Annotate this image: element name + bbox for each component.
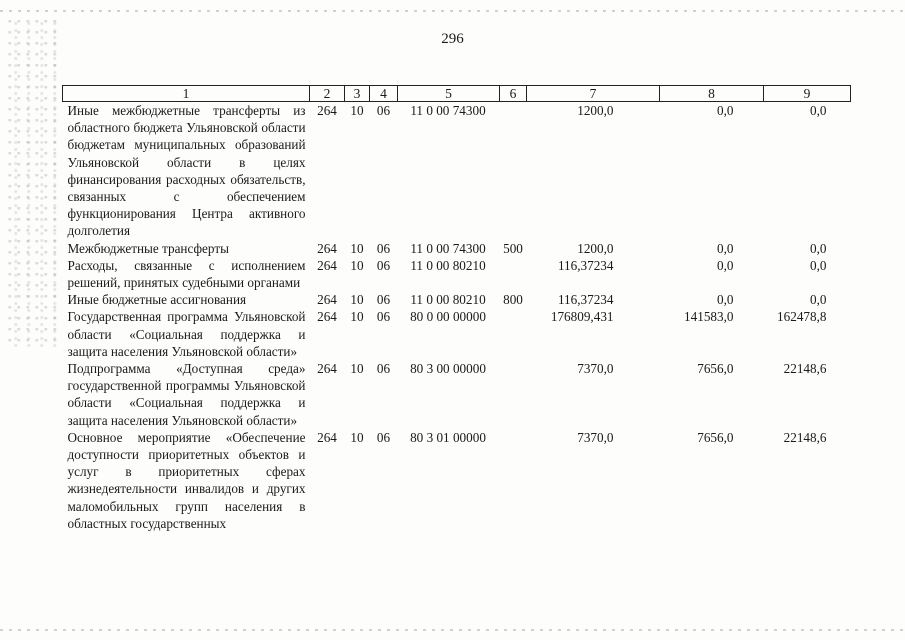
cell-target-code: 80 3 01 00000 [410,429,486,445]
page-number: 296 [441,31,464,47]
cell-ministry: 264 [317,429,337,445]
cell-section: 10 [350,292,364,308]
table-body [63,102,851,533]
cell-section: 10 [350,240,364,256]
cell-section: 10 [350,103,364,118]
column-header: 1 [63,86,310,102]
column-header: 9 [764,86,851,102]
cell-amount-9: 0,0 [810,257,827,273]
cell-amount-7: 1200,0 [577,240,614,256]
row-name: Иные бюджетные ассигнования [67,292,247,308]
cell-target-code: 11 0 00 74300 [410,240,486,256]
cell-expense-type [500,308,527,360]
row-name: Расходы, связанные с исполнением решений, принятых судебными органами [67,257,306,291]
cell-amount-9: 162478,8 [777,309,827,325]
column-header: 5 [398,86,500,102]
cell-section: 10 [350,429,364,445]
cell-section: 10 [350,309,364,325]
cell-ministry: 264 [317,292,337,308]
row-name: Иные межбюджетные трансферты из областного бюджета Ульяновской области бюджетам муниципальных образований Ульяновской области в целях финансирования расходных обязательств, связанных с обеспечением функционирования Центра активного долголетия [67,103,306,239]
cell-ministry: 264 [317,361,337,377]
cell-ministry: 264 [317,240,337,256]
cell-amount-8: 0,0 [717,240,734,256]
cell-expense-type [500,257,527,291]
scan-artifact-bottom [0,629,905,631]
cell-expense-type: 500 [503,240,523,256]
column-header: 6 [500,86,527,102]
cell-subsection: 06 [376,103,391,118]
cell-subsection: 06 [376,257,391,273]
column-header: 2 [310,86,345,102]
table-row [63,257,851,291]
cell-section: 10 [350,257,364,273]
column-header: 7 [527,86,660,102]
cell-subsection: 06 [376,240,391,256]
budget-table [62,85,851,532]
table-header [63,86,851,102]
cell-amount-8: 7656,0 [697,361,734,377]
cell-target-code: 80 0 00 00000 [410,309,486,325]
cell-amount-8: 0,0 [717,103,734,118]
cell-amount-7: 116,37234 [557,257,614,273]
cell-expense-type [500,360,527,429]
cell-subsection: 06 [376,309,391,325]
cell-amount-7: 116,37234 [557,292,614,308]
header-row [63,86,851,102]
cell-target-code: 11 0 00 74300 [410,103,486,118]
cell-amount-7: 7370,0 [577,361,614,377]
scan-artifact-top [0,10,905,12]
column-header: 3 [345,86,370,102]
table-row [63,291,851,308]
column-header: 4 [370,86,398,102]
cell-subsection: 06 [376,429,391,445]
cell-amount-8: 7656,0 [697,429,734,445]
row-name: Основное мероприятие «Обеспечение доступности приоритетных объектов и услуг в приоритетных сферах жизнедеятельности инвалидов и других маломобильных групп населения в областных государственных [67,429,306,531]
cell-amount-7: 176809,431 [550,309,614,325]
row-name: Подпрограмма «Доступная среда» государственной программы Ульяновской области «Социальная поддержка и защита населения Ульяновской области» [67,361,306,428]
row-name: Межбюджетные трансферты [67,240,229,256]
cell-amount-9: 0,0 [810,240,827,256]
cell-ministry: 264 [317,309,337,325]
cell-amount-8: 141583,0 [684,309,734,325]
cell-expense-type [500,102,527,240]
cell-amount-8: 0,0 [717,292,734,308]
cell-ministry: 264 [317,257,337,273]
row-name: Государственная программа Ульяновской области «Социальная поддержка и защита населения Ульяновской области» [67,309,306,359]
cell-amount-9: 0,0 [810,103,827,118]
cell-amount-8: 0,0 [717,257,734,273]
scan-artifact-left [8,20,58,350]
cell-expense-type [500,429,527,532]
cell-subsection: 06 [376,292,391,308]
cell-subsection: 06 [376,361,391,377]
table-row [63,429,851,532]
cell-amount-9: 22148,6 [783,361,827,377]
table-row [63,308,851,360]
cell-amount-7: 7370,0 [577,429,614,445]
cell-expense-type: 800 [503,292,523,308]
cell-amount-9: 22148,6 [783,429,827,445]
table-row [63,102,851,240]
table-row [63,240,851,257]
cell-amount-7: 1200,0 [577,103,614,118]
cell-amount-9: 0,0 [810,292,827,308]
column-header: 8 [660,86,764,102]
cell-section: 10 [350,361,364,377]
cell-target-code: 11 0 00 80210 [410,292,486,308]
cell-target-code: 11 0 00 80210 [410,257,486,273]
cell-ministry: 264 [317,103,337,118]
cell-target-code: 80 3 00 00000 [410,361,486,377]
table-row [63,360,851,429]
